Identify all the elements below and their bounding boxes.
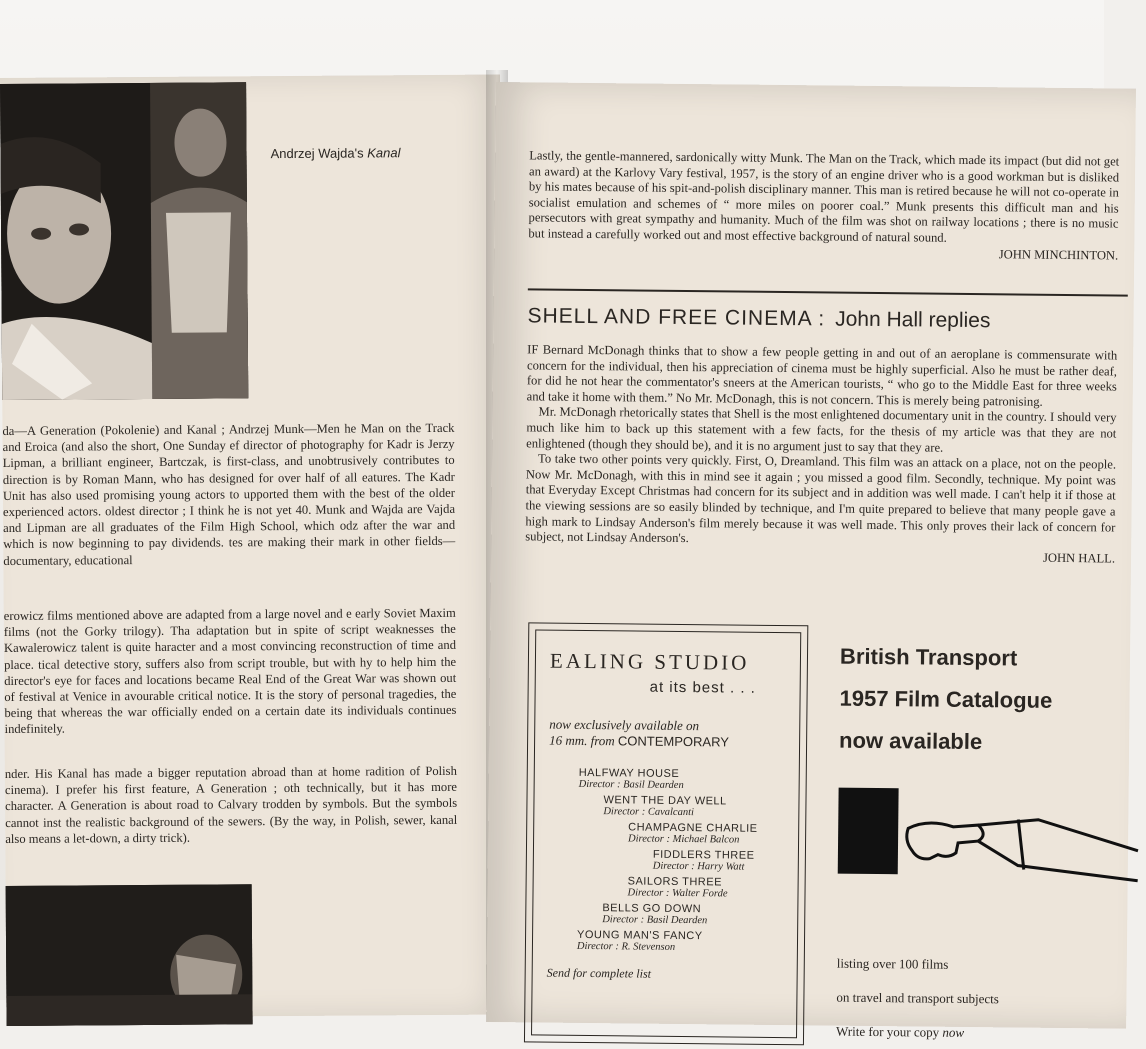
pointing-hand-icon <box>837 788 1138 921</box>
film-list <box>547 767 785 954</box>
right-page <box>486 82 1136 1040</box>
second-film-still-photo <box>6 884 253 1026</box>
kanal-still-photo <box>0 82 248 400</box>
ealing-ad-title: EALING STUDIO <box>549 648 750 675</box>
film-item: CHAMPAGNE CHARLIE Director : Michael Balcon <box>628 821 758 846</box>
ealing-ad-subtitle: at its best . . . <box>649 678 756 697</box>
second-still-illustration <box>6 884 253 1026</box>
film-item: YOUNG MAN'S FANCY Director : R. Stevenson <box>576 928 703 953</box>
kanal-still-illustration <box>0 82 248 400</box>
ealing-ad-note: now exclusively available on <box>549 716 700 734</box>
bt-line-2: 1957 Film Catalogue <box>839 685 1053 713</box>
right-intro-paragraph: Lastly, the gentle-mannered, sardonically witty Munk. The Man on the Track, which made its impact (but did not get an award) at the Karlovy Vary festival, 1957, is the story of an engine driver who is a good workman but is disliked by his mates because of his spit-and-polish disciplinary manner. This man is retired because he will not co-operate in socialist emulation and schemes of “ more miles on poorer coal.” Munk presents this difficult man and his persecutors with great sympathy and humanity. Much of the film was shot on railway locations ; there is no music but instead a carefully worked out and most effective background of natural sound. JOHN MINCHINTON. <box>528 148 1120 263</box>
film-item: BELLS GO DOWN Director : Basil Dearden <box>602 902 708 927</box>
photo-caption: Andrzej Wajda's Kanal <box>270 145 401 162</box>
bt-line-3: now available <box>838 727 983 755</box>
left-lead-paragraph: da—A Generation (Pokolenie) and Kanal ; Andrzej Munk—Men he Man on the Track and Eroica (and also the short, One Sunday ef director of photography for Kadr is Jerzy Lipman, a brilliant engineer, Bartczak, is first-class, and unobtrusively contributes to direction is by Roman Mann, who has designed for over half of all eatures. The Kadr Unit has also used promising young actors to upported them with the best of the older experienced actors. oldest director ; I think he is not yet 40. Munk and Wajda are Vajda and Lipman are all graduates of the Film High School, which odz after the war and which is now beginning to pay dividends. tes are making their mark in other fields—documentary, educational <box>2 420 456 568</box>
left-paragraph-2: erowicz films mentioned above are adapted from a large novel and e early Soviet Maxim films (not the Gorky trilogy). Tha adaptation but in spite of script weaknesses the Kawalerowicz talent is quite haracter and a most convincing reconstruction of time and place. tical detective story, suffers also from script trouble, but with hy to help him the director's eye for faces and locations became Real End of the Great War was shown out of festival at Venice in avourable critical notice. It is the story of personal tragedies, the being that whereas the war officially ended on a certain date its individuals continues indefinitely. <box>3 605 457 737</box>
john-hall-letter: IF Bernard McDonagh thinks that to show a few people getting in and out of an aeroplane is commensurate with concern for the individual, then his appreciation of cinema must be highly superficial. Also he must be rather deaf, for did he not hear the commentator's sneers at the American tourists, “ who go to the Middle East for three weeks and take it home with them.” No Mr. McDonagh, this is not concern. This is merely being patronising. Mr. McDonagh rhetorically states that Shell is the most enlightened documentary unit in the country. I should very much like him to back up this statement with a few facts, for the thesis of my article was that they are not enlightened (though they should be), and it is no argument just to say that they are. To take two other points very quickly. First, O, Dreamland. This film was an attack on a place, not on the people. Now Mr. McDonagh, with this in mind see it again ; you missed a good film. Secondly, technique. My point was that Everyday Except Christmas had concern for its subject and in addition was well made. I can't help it if those at the viewing sessions are so easily blinded by technique, and I'm quite prepared to believe that many people gave a high mark to Lindsay Anderson's film merely because it was well made. This only proves their lack of concern for subject, not Lindsay Anderson's. JOHN HALL. <box>525 342 1118 566</box>
ealing-studio-advert <box>524 622 808 1045</box>
section-heading: SHELL AND FREE CINEMA : John Hall replies <box>527 304 991 333</box>
film-item: FIDDLERS THREE Director : Harry Watt <box>652 848 755 873</box>
bt-text-3: Write for your copy now <box>836 1023 965 1040</box>
ealing-ad-note-2: 16 mm. from CONTEMPORARY <box>549 732 730 750</box>
ealing-ad-footer: Send for complete list <box>546 965 652 981</box>
film-item: WENT THE DAY WELL Director : Cavalcanti <box>603 794 727 819</box>
bt-text-1: listing over 100 films <box>836 955 949 972</box>
left-page <box>0 75 507 1018</box>
bt-line-1: British Transport <box>839 643 1018 671</box>
minchinton-signature: JOHN MINCHINTON. <box>998 246 1119 263</box>
british-transport-advert <box>836 643 1120 1040</box>
bt-text-2: on travel and transport subjects <box>836 989 999 1007</box>
left-paragraph-3: nder. His Kanal has made a bigger reputation abroad than at home radition of Polish cinema). I prefer his first feature, A Generation ; oth technically, but it has more character. A Generation is about road to Calvary trodden by symbols. But the symbols cannot inst the realistic background of the sewers. (By the way, in Polish, sewer, kanal also means a let-down, a dirty trick). <box>4 763 458 846</box>
john-hall-signature: JOHN HALL. <box>1042 550 1116 566</box>
film-item: HALFWAY HOUSE Director : Basil Dearden <box>578 766 684 792</box>
section-divider <box>528 288 1128 296</box>
film-item: SAILORS THREE Director : Walter Forde <box>627 875 728 900</box>
